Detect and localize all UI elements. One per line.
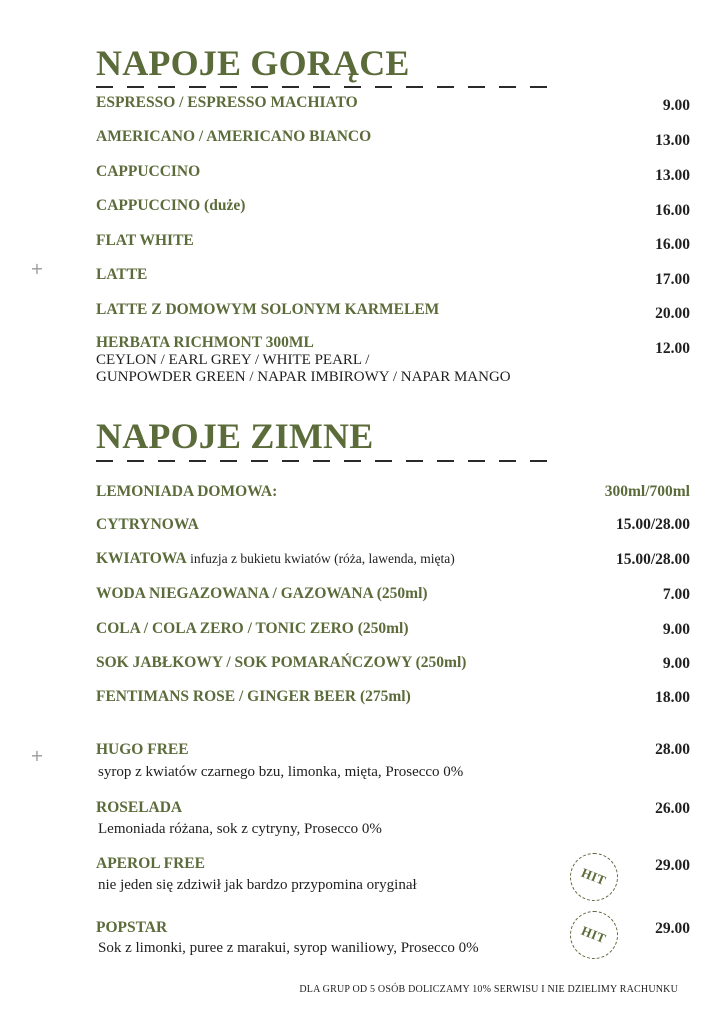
menu-item-name: LATTE Z DOMOWYM SOLONYM KARMELEM — [96, 301, 440, 318]
special-item-price: 29.00 — [655, 857, 690, 874]
menu-item-price: 17.00 — [655, 271, 690, 288]
divider — [96, 86, 558, 88]
hit-badge — [570, 853, 618, 901]
special-item-price: 29.00 — [655, 920, 690, 937]
service-note: DLA GRUP OD 5 OSÓB DOLICZAMY 10% SERWISU I NIE DZIELIMY RACHUNKU — [299, 984, 678, 995]
menu-item-name: HERBATA RICHMONT 300ML — [96, 334, 314, 351]
menu-item-price: 7.00 — [662, 586, 690, 603]
menu-item-price: 16.00 — [655, 236, 690, 253]
menu-item-name: ESPRESSO / ESPRESSO MACHIATO — [96, 94, 358, 111]
menu-item-price: 13.00 — [655, 132, 690, 149]
menu-item-price: 18.00 — [655, 689, 690, 706]
lemonade-header: LEMONIADA DOMOWA: — [96, 483, 278, 500]
special-item-name: HUGO FREE — [96, 741, 189, 758]
menu-item-name: CAPPUCCINO — [96, 163, 201, 180]
special-item-name: APEROL FREE — [96, 855, 205, 872]
tea-varieties-line: CEYLON / EARL GREY / WHITE PEARL / — [96, 352, 370, 368]
section-title-cold: NAPOJE ZIMNE — [96, 416, 374, 456]
menu-item-price: 9.00 — [662, 655, 690, 672]
special-item-description: syrop z kwiatów czarnego bzu, limonka, mięta, Prosecco 0% — [98, 764, 464, 780]
menu-item-price: 20.00 — [655, 305, 690, 322]
menu-item-price: 9.00 — [662, 621, 690, 638]
special-item-description: Lemoniada różana, sok z cytryny, Prosecco 0% — [98, 821, 382, 837]
menu-item-name: FLAT WHITE — [96, 232, 194, 249]
hit-badge-label: HIT — [579, 922, 609, 947]
special-item-name: POPSTAR — [96, 919, 168, 936]
special-item-description: nie jeden się zdziwił jak bardzo przypomina oryginał — [98, 877, 417, 893]
menu-item-price: 13.00 — [655, 167, 690, 184]
divider — [96, 460, 558, 462]
crop-mark-icon: + — [30, 259, 44, 278]
menu-item-name: CAPPUCCINO (duże) — [96, 197, 246, 214]
menu-item-price: 9.00 — [662, 97, 690, 114]
hit-badge-label: HIT — [579, 864, 609, 889]
special-item-price: 26.00 — [655, 800, 690, 817]
menu-item-price: 15.00/28.00 — [615, 551, 690, 568]
menu-item-name: AMERICANO / AMERICANO BIANCO — [96, 128, 372, 145]
menu-item-price: 16.00 — [655, 202, 690, 219]
menu-item-name: COLA / COLA ZERO / TONIC ZERO (250ml) — [96, 620, 409, 637]
menu-item-name: SOK JABŁKOWY / SOK POMARAŃCZOWY (250ml) — [96, 654, 467, 671]
menu-item-price: 12.00 — [655, 340, 690, 357]
lemonade-sizes: 300ml/700ml — [604, 483, 690, 500]
menu-item-name — [96, 550, 455, 568]
section-title-hot: NAPOJE GORĄCE — [96, 43, 410, 83]
menu-item-name: CYTRYNOWA — [96, 516, 199, 533]
special-item-description: Sok z limonki, puree z marakui, syrop waniliowy, Prosecco 0% — [98, 940, 479, 956]
crop-mark-icon: + — [30, 746, 44, 765]
hit-badge — [570, 911, 618, 959]
menu-item-name: WODA NIEGAZOWANA / GAZOWANA (250ml) — [96, 585, 428, 602]
tea-varieties-line: GUNPOWDER GREEN / NAPAR IMBIROWY / NAPAR MANGO — [96, 369, 511, 385]
menu-item-note: infuzja z bukietu kwiatów (róża, lawenda, mięta) — [186, 551, 455, 566]
menu-item-name: LATTE — [96, 266, 148, 283]
menu-item-title: KWIATOWA — [96, 550, 187, 567]
menu-item-price: 15.00/28.00 — [615, 516, 690, 533]
special-item-price: 28.00 — [655, 741, 690, 758]
menu-item-name: FENTIMANS ROSE / GINGER BEER (275ml) — [96, 688, 411, 705]
special-item-name: ROSELADA — [96, 799, 183, 816]
